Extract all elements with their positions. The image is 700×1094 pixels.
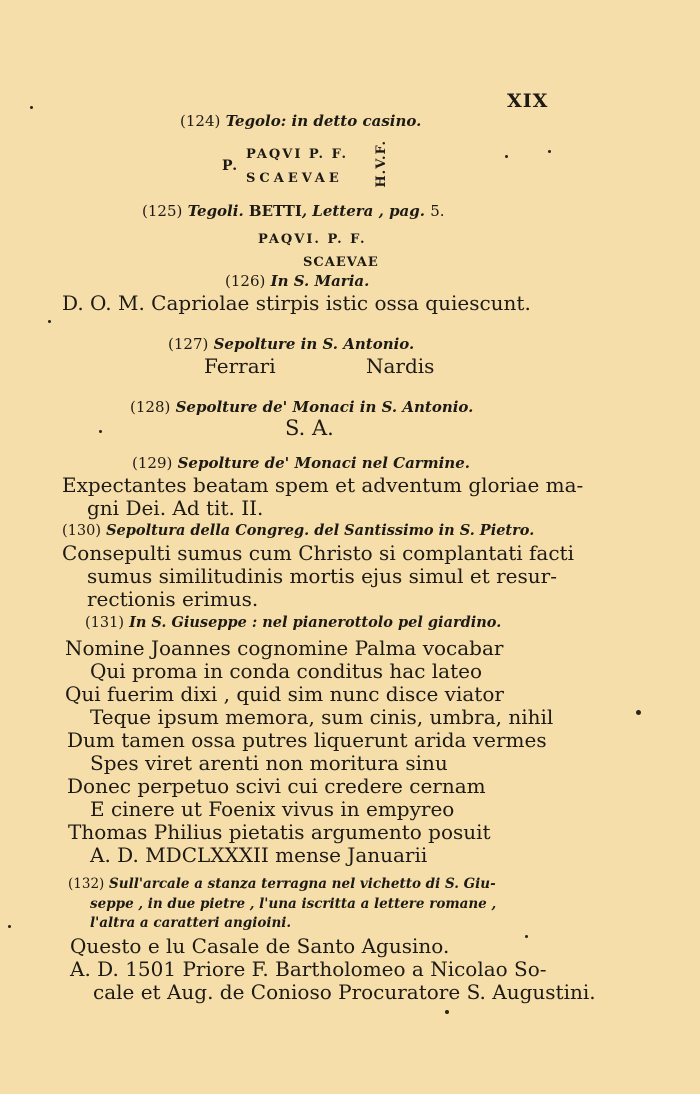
inscription-line: Consepulti sumus cum Christo si complantati facti	[62, 541, 574, 565]
paper-speck	[445, 1010, 449, 1014]
caption-text: Sull'arcale a stanza terragna nel vichetto di S. Giu-	[109, 876, 496, 892]
caption-continuation: seppe , in due pietre , l'una iscritta a lettere romane ,	[90, 896, 497, 912]
caption-text: Tegolo: in detto casino.	[225, 112, 422, 130]
epitaph-line: E cinere ut Foenix vivus in empyreo	[90, 797, 455, 821]
paper-speck	[48, 320, 51, 323]
inscription-line: PAQVI. P. F.	[258, 232, 367, 247]
entry-number: (129)	[132, 454, 173, 472]
inscription-side-vertical: H.V.F.	[374, 140, 389, 188]
entry-126-caption	[225, 272, 369, 290]
paper-speck	[548, 150, 551, 153]
entry-128-caption	[130, 398, 473, 416]
inscription-line: SCAEVAE	[303, 255, 379, 270]
inscription-line: PAQVI P. F.	[246, 147, 349, 162]
epitaph-line: Thomas Philius pietatis argumento posuit	[68, 820, 491, 844]
paper-speck	[99, 430, 102, 433]
inscription-text: D. O. M. Capriolae stirpis istic ossa quiescunt.	[62, 291, 531, 315]
entry-number: (127)	[168, 335, 209, 353]
entry-127-caption	[168, 335, 414, 353]
entry-number: (125)	[142, 202, 183, 220]
inscription-line: sumus similitudinis mortis ejus simul et resur-	[87, 564, 557, 588]
inscription-line: A. D. 1501 Priore F. Bartholomeo a Nicolao So-	[70, 957, 547, 981]
caption-text: Tegoli.	[187, 202, 244, 220]
tomb-name-left: Ferrari	[204, 354, 276, 378]
entry-number: (132)	[68, 876, 105, 892]
entry-number: (131)	[85, 615, 124, 631]
entry-124-caption	[180, 112, 421, 130]
inscription-line: Expectantes beatam spem et adventum gloriae ma-	[62, 473, 584, 497]
caption-text: Sepolture in S. Antonio.	[213, 335, 415, 353]
caption-page: 5.	[430, 202, 445, 220]
entry-number: (128)	[130, 398, 171, 416]
epitaph-line: Nomine Joannes cognomine Palma vocabar	[65, 636, 504, 660]
entry-131-caption	[85, 614, 501, 631]
page-number: XIX	[507, 90, 549, 112]
entry-125-caption	[142, 202, 445, 220]
caption-text: Sepoltura della Congreg. del Santissimo in S. Pietro.	[106, 522, 535, 539]
paper-speck	[30, 106, 33, 109]
caption-text: , Lettera , pag.	[301, 202, 425, 220]
inscription-line: SCAEVAE	[246, 171, 343, 186]
paper-speck	[525, 935, 528, 938]
epitaph-line: Teque ipsum memora, sum cinis, umbra, nihil	[90, 705, 554, 729]
inscription-text: S. A.	[285, 416, 334, 440]
epitaph-line: Dum tamen ossa putres liquerunt arida vermes	[67, 728, 547, 752]
caption-text: In S. Maria.	[270, 272, 370, 290]
paper-speck	[636, 710, 641, 715]
inscription-line: rectionis erimus.	[87, 587, 259, 611]
caption-author: BETTI	[248, 202, 302, 220]
epitaph-line: A. D. MDCLXXXII mense Januarii	[90, 843, 428, 867]
paper-speck	[8, 925, 11, 928]
inscription-line: Questo e lu Casale de Santo Agusino.	[70, 934, 450, 958]
epitaph-line: Qui proma in conda conditus hac lateo	[90, 659, 482, 683]
epitaph-line: Spes viret arenti non moritura sinu	[90, 751, 448, 775]
inscription-line: gni Dei. Ad tit. II.	[87, 496, 264, 520]
paper-speck	[505, 155, 508, 158]
epitaph-line: Donec perpetuo scivi cui credere cernam	[67, 774, 486, 798]
caption-text: In S. Giuseppe : nel pianerottolo pel giardino.	[129, 614, 502, 631]
epitaph-line: Qui fuerim dixi , quid sim nunc disce viator	[65, 682, 504, 706]
tomb-name-right: Nardis	[366, 354, 435, 378]
entry-129-caption	[132, 454, 470, 472]
entry-number: (124)	[180, 112, 221, 130]
entry-number: (130)	[62, 523, 101, 539]
entry-132-caption	[68, 876, 496, 892]
caption-text: Sepolture de' Monaci nel Carmine.	[177, 454, 470, 472]
inscription-p-mark: P.	[222, 158, 240, 174]
caption-text: Sepolture de' Monaci in S. Antonio.	[175, 398, 474, 416]
inscription-line: cale et Aug. de Conioso Procuratore S. Augustini.	[93, 980, 596, 1004]
entry-number: (126)	[225, 272, 266, 290]
entry-130-caption	[62, 522, 534, 539]
caption-continuation: l'altra a caratteri angioini.	[90, 915, 292, 931]
